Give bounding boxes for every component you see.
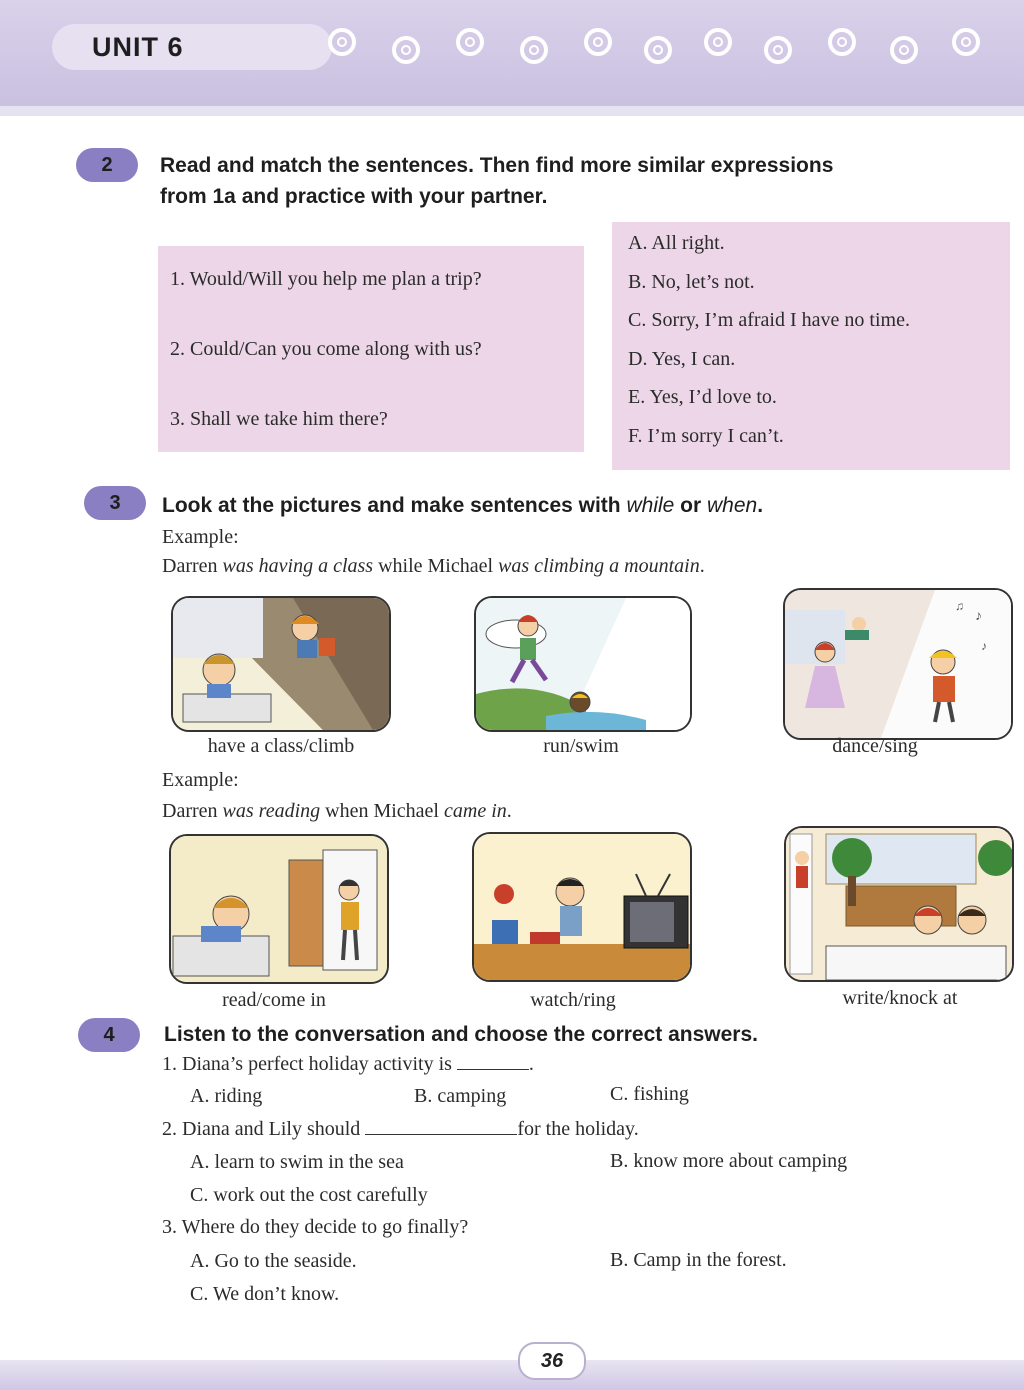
ring-decoration [520,36,548,64]
example-label: Example: [162,526,239,548]
heading-text: or [674,494,707,517]
answer-blank [365,1134,517,1135]
example-sentence [162,800,512,823]
match-question: 2. Could/Can you come along with us? [170,338,482,360]
illustration-class-climb [171,596,391,732]
example-italic: was having a class [222,555,374,577]
example-italic: was reading [222,800,321,822]
question-text: 1. Diana’s perfect holiday activity is [162,1053,452,1075]
question-text: 2. Diana and Lily should [162,1118,361,1140]
match-question: 1. Would/Will you help me plan a trip? [170,268,482,290]
ring-decoration [704,28,732,56]
example-text: when Michael [320,800,444,822]
exercise-2-heading [160,150,833,212]
match-answer: F. I’m sorry I can’t. [628,425,784,447]
heading-keyword: when [707,494,758,517]
match-answer: D. Yes, I can. [628,348,736,370]
question-text: for the holiday. [517,1118,639,1140]
unit-title: UNIT 6 [92,32,184,62]
exercise-number-badge: 4 [78,1018,140,1052]
answer-option: A. Go to the seaside. [190,1250,357,1272]
match-answer: E. Yes, I’d love to. [628,386,777,408]
ring-decoration [890,36,918,64]
svg-text:♫: ♫ [955,599,964,613]
illustration-read-come-in [169,834,389,984]
answer-option: B. know more about camping [610,1150,848,1172]
example-label: Example: [162,769,239,791]
illustration-write-knock [784,826,1014,982]
ring-decoration [328,28,356,56]
exercise-number-badge: 2 [76,148,138,182]
match-answer: A. All right. [628,232,725,254]
picture-caption: dance/sing [832,735,918,757]
ring-decoration [764,36,792,64]
picture-caption: watch/ring [530,989,616,1011]
question-3: 3. Where do they decide to go finally? [162,1216,469,1238]
illustration-watch-ring [472,832,692,982]
example-text: . [506,800,512,822]
heading-text: . [757,494,764,517]
example-sentence [162,555,705,578]
page-number: 36 [518,1342,586,1380]
question-2 [162,1118,639,1141]
ring-decoration [952,28,980,56]
exercise-4-heading: Listen to the conversation and choose the correct answers. [164,1023,758,1046]
answer-blank [457,1069,529,1070]
ring-decoration [828,28,856,56]
picture-caption: read/come in [222,989,326,1011]
answer-option: C. work out the cost carefully [190,1184,428,1206]
example-italic: came in [444,800,507,822]
ring-decoration [392,36,420,64]
exercise-number-badge: 3 [84,486,146,520]
illustration-dance-sing [783,588,1013,740]
answer-option: B. camping [414,1085,507,1107]
answer-option: A. riding [190,1085,263,1107]
match-answer: C. Sorry, I’m afraid I have no time. [628,309,910,331]
example-text: . [699,555,705,577]
answer-option: B. Camp in the forest. [610,1249,787,1271]
ring-decoration [584,28,612,56]
svg-text:♪: ♪ [975,609,982,624]
answer-option: A. learn to swim in the sea [190,1151,404,1173]
picture-caption: write/knock at [842,987,958,1009]
heading-text: Look at the pictures and make sentences with [162,494,627,517]
heading-line: from 1a and practice with your partner. [160,185,548,208]
header-stripe [0,106,1024,116]
match-answer: B. No, let’s not. [628,271,755,293]
heading-line: Read and match the sentences. Then find more similar expressions [160,154,834,177]
question-1 [162,1053,534,1076]
example-text: Darren [162,800,223,822]
illustration-run-swim [474,596,692,732]
example-italic: was climbing a mountain [498,555,700,577]
example-text: while Michael [373,555,499,577]
question-text: . [528,1053,534,1075]
exercise-3-heading [162,490,763,521]
ring-decoration [456,28,484,56]
ring-decoration [644,36,672,64]
picture-caption: have a class/climb [207,735,355,757]
footer-band [0,1360,1024,1390]
match-question: 3. Shall we take him there? [170,408,388,430]
answer-option: C. We don’t know. [190,1283,340,1305]
example-text: Darren [162,555,223,577]
answer-option: C. fishing [610,1083,689,1105]
svg-text:♪: ♪ [981,639,987,653]
heading-keyword: while [626,494,675,517]
picture-caption: run/swim [543,735,619,757]
